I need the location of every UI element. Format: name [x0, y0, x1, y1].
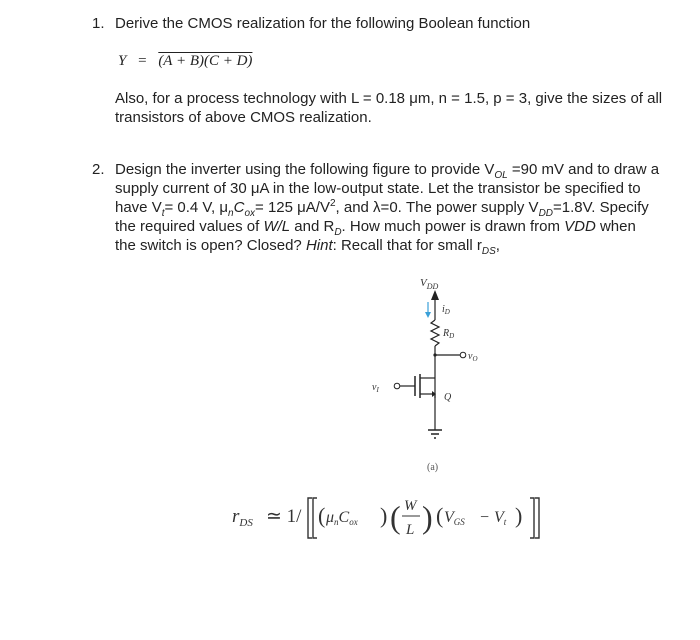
circuit-svg [350, 270, 520, 480]
formula-w: W [404, 498, 417, 514]
q2-line4: the required values of W/L and $R_D$. How much power is drawn from VDD when [115, 218, 636, 238]
svg-text:(: ( [390, 499, 401, 535]
rd-label: $R_D$ [443, 328, 455, 340]
id-label: $i_D$ [442, 304, 450, 316]
formula-minus: − [480, 509, 490, 526]
svg-text:): ) [422, 499, 433, 535]
formula-approx: ≃ 1/ [266, 506, 302, 527]
q1-text: Derive the CMOS realization for the following Boolean function [115, 15, 531, 32]
q1-paragraph: Also, for a process technology with L = 0.18 μm, n = 1.5, p = 3, give the sizes of all transistors of above CMOS realization. [115, 90, 663, 126]
q2-number: 2. [92, 161, 105, 178]
rds-formula [230, 480, 550, 555]
svg-text:(: ( [436, 503, 444, 528]
svg-text:(: ( [318, 503, 326, 528]
vdd-label: $V_{DD}$ [420, 277, 439, 291]
circuit-diagram [350, 270, 520, 485]
q1-number: 1. [92, 15, 105, 32]
q2-line2: supply current of 30 μA in the low-output state. Let the transistor be specified to [115, 180, 641, 197]
output-terminal [460, 352, 466, 358]
q2-line1: Design the inverter using the following figure to provide $V_{OL} =90$ mV and to draw a [115, 161, 660, 181]
input-terminal [394, 383, 400, 389]
figure-caption: (a) [427, 462, 439, 473]
formula-lhs: $r_{DS}$ [232, 506, 253, 529]
svg-text:): ) [515, 503, 523, 528]
formula-vt: Vt [494, 509, 507, 527]
current-arrow-icon [425, 312, 431, 318]
q1-equation [118, 53, 252, 70]
eq-rhs: (A + B)(C + D) [158, 53, 253, 69]
eq-sign: = [138, 53, 147, 69]
vo-label: $v_O$ [468, 351, 478, 363]
q2-text [115, 160, 695, 255]
svg-text:): ) [380, 503, 388, 528]
vi-label: $v_I$ [372, 382, 379, 394]
q2-line5: the switch is open? Closed? Hint: Recall that for small $r_{DS}$, [115, 237, 500, 257]
q-label: Q [444, 392, 452, 403]
formula-vgs: VGS [444, 509, 465, 527]
resistor-rd [431, 320, 439, 346]
formula-l: L [406, 522, 415, 538]
q2-line3: have $V_t= 0.4$ V, $\mu_nC_{ox}= 125$ $\mu A/V^2$, and λ=0. The power supply $V_{DD}=1.8V$. Specify [115, 198, 649, 219]
formula-mu: μnCox [326, 509, 358, 527]
formula-svg [230, 480, 550, 550]
eq-lhs: Y [118, 53, 127, 69]
